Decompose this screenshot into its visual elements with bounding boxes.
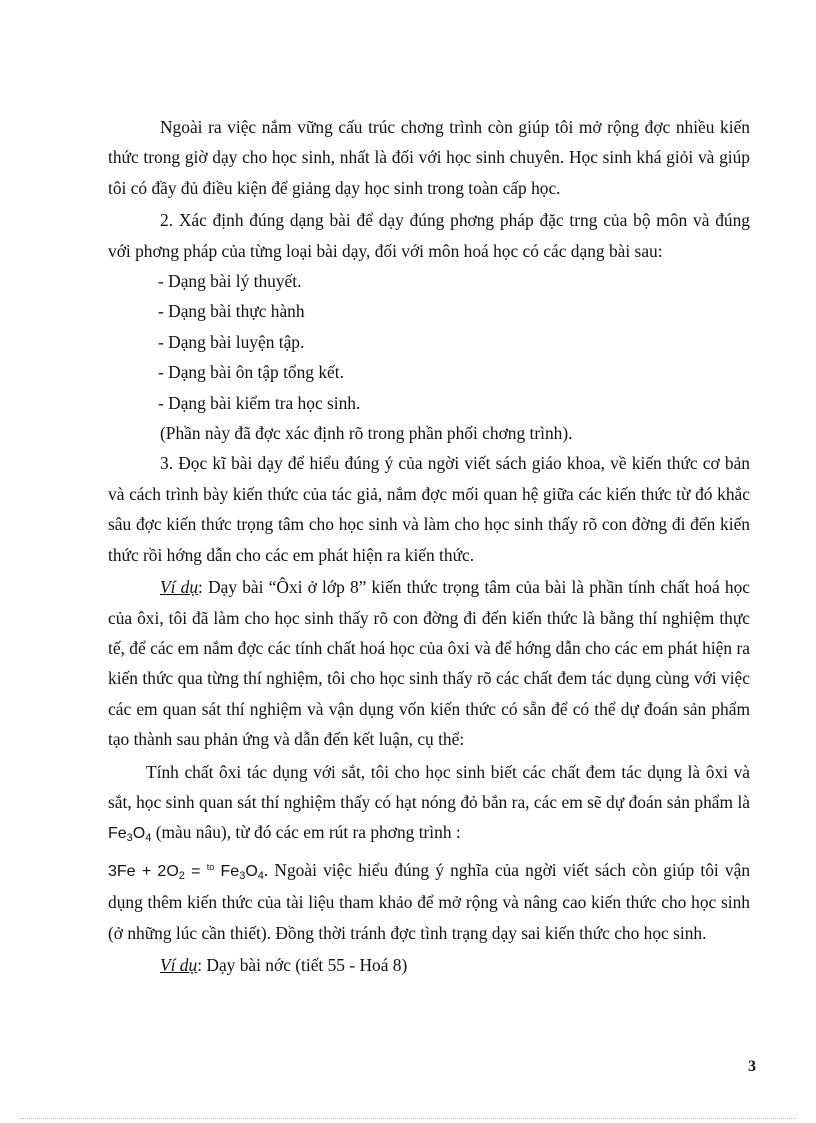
- list-item: - Dạng bài thực hành: [158, 301, 305, 322]
- paragraph-example-1: [108, 572, 750, 754]
- paragraph-equation: $3Fe + 2O_2 = ^{to}$ $Fe_3O_4$. Ngoài việc hiểu đúng ý nghĩa của ngời viết sách còn giúp tôi vận dụng thêm kiến thức của tài liệu tham khảo để mở rộng và nâng cao kiến thức cho học sinh (ở những lúc cần thiết). Đồng thời tránh đợc tình trạng dạy sai kiến thức cho học sinh.: [108, 859, 751, 943]
- paragraph-example-2: [108, 950, 750, 980]
- formula-fe3o4: $Fe_3O_4$: [108, 825, 152, 845]
- document-page: [108, 112, 750, 980]
- footer-divider: [20, 1118, 796, 1119]
- chemical-equation: $3Fe + 2O_2 = ^{to}$ $Fe_3O_4$: [108, 861, 264, 882]
- example-label: Ví dụ: [160, 577, 199, 598]
- paragraph-intro: Ngoài ra việc nắm vững cấu trúc chơng trình còn giúp tôi mở rộng đợc nhiều kiến thức trong giờ dạy cho học sinh, nhất là đối với học sinh chuyên. Học sinh khá giỏi và giúp tôi có đầy đủ điều kiện để giảng dạy học sinh trong toàn cấp học.: [108, 117, 750, 198]
- paragraph-note: (Phần này đã đợc xác định rõ trong phần phối chơng trình).: [160, 423, 573, 444]
- paragraph-section-3: 3. Đọc kĩ bài dạy để hiểu đúng ý của ngời viết sách giáo khoa, về kiến thức cơ bản và cách trình bày kiến thức của tác giả, nắm đợc mối quan hệ giữa các kiến thức từ đó khắc sâu đợc kiến thức trọng tâm cho học sinh và làm cho học sinh thấy rõ con đờng đi đến kiến thức rồi hớng dẫn cho các em phát hiện ra kiến thức.: [108, 453, 750, 565]
- list-item: - Dạng bài lý thuyết.: [158, 271, 302, 292]
- list-item: - Dạng bài luyện tập.: [158, 331, 305, 352]
- page-number: 3: [748, 1058, 756, 1075]
- example-text: : Dạy bài nớc (tiết 55 - Hoá 8): [197, 954, 408, 975]
- paragraph-section-2: 2. Xác định đúng dạng bài để dạy đúng phơng pháp đặc trng của bộ môn và đúng với phơng pháp của từng loại bài dạy, đối với môn hoá học có các dạng bài sau:: [108, 210, 750, 261]
- list-item: - Dạng bài ôn tập tổng kết.: [158, 362, 344, 383]
- example-text: : Dạy bài “Ôxi ở lớp 8” kiến thức trọng tâm của bài là phần tính chất hoá học của ôxi, tôi đã làm cho học sinh thấy rõ con đờng đi đến kiến thức là bằng thí nghiệm thực tế, để các em nắm đợc các tính chất hoá học của ôxi và để hớng dẫn cho các em phát hiện ra kiến thức qua từng thí nghiệm, tôi cho học sinh thấy rõ các chất đem tác dụng cùng với việc các em quan sát thí nghiệm và vận dụng vốn kiến thức có sẵn để có thể dự đoán sản phẩm tạo thành sau phản ứng và dẫn đến kết luận, cụ thể:: [108, 577, 750, 750]
- example-label: Ví dụ: [160, 954, 198, 975]
- equation-condition: to: [206, 861, 215, 872]
- paragraph-iron-oxygen: Tính chất ôxi tác dụng với sắt, tôi cho học sinh biết các chất đem tác dụng là ôxi và sắt, học sinh quan sát thí nghiệm thấy có hạt nóng đỏ bắn ra, các em sẽ dự đoán sản phẩm là $Fe_3O_4$ (màu nâu), từ đó các em rút ra phơng trình :: [108, 761, 750, 845]
- list-item: - Dạng bài kiểm tra học sinh.: [158, 392, 361, 413]
